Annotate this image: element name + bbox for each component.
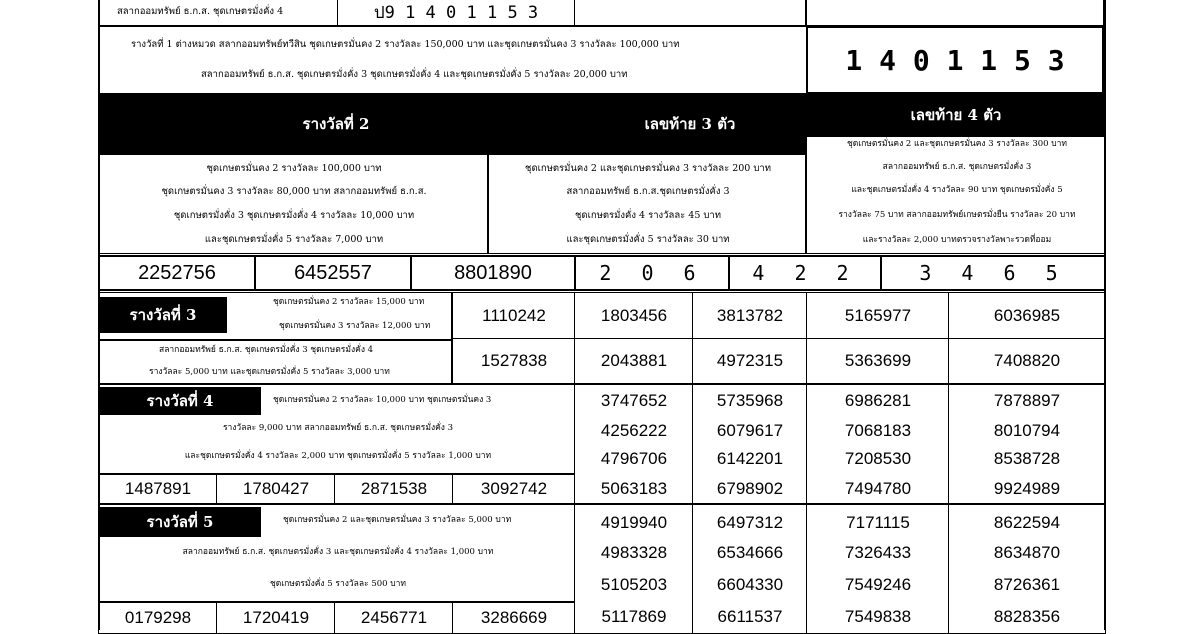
last3-number: 4 2 2 xyxy=(728,255,882,291)
prize5-number: 0179298 xyxy=(98,602,218,634)
prize3-number: 7408820 xyxy=(948,338,1106,384)
prize4-column xyxy=(692,384,808,504)
prize5-number: 6611537 xyxy=(717,607,783,626)
prize4-number: 7208530 xyxy=(844,449,912,468)
prize3-label-cell xyxy=(99,297,227,333)
prize3-note-line: ชุดเกษตรมั่นคง 2 รางวัลละ 15,000 บาท xyxy=(273,297,425,307)
prize1-big-number: 1 4 0 1 1 5 3 xyxy=(845,43,1065,77)
prize5-number: 8726361 xyxy=(993,575,1061,594)
prize1-big-number-cell xyxy=(806,26,1104,94)
prize4-note-line: และชุดเกษตรมั่งคั่ง 4 รางวัลละ 2,000 บาท ชุดเกษตรมั่งคั่ง 5 รางวัลละ 1,000 บาท xyxy=(184,451,492,461)
prize2-number: 6452557 xyxy=(254,255,412,291)
last3-desc-line: ชุดเกษตรมั่นคง 2 และชุดเกษตรมั่นคง 3 รางวัลละ 200 บาท xyxy=(525,163,771,174)
prize4-number: 1487891 xyxy=(98,474,218,504)
prize2-header xyxy=(98,94,574,154)
prize4-number: 1780427 xyxy=(216,474,336,504)
prize4-number: 4796706 xyxy=(600,449,668,468)
prize4-number: 7494780 xyxy=(844,479,912,498)
prize4-number: 3747652 xyxy=(600,391,668,410)
prize5-column xyxy=(574,504,694,634)
prize5-number: 4983328 xyxy=(600,543,668,562)
top-empty-cell xyxy=(574,0,806,26)
prize2-desc-line: และชุดเกษตรมั่งคั่ง 5 รางวัลละ 7,000 บาท xyxy=(204,234,384,245)
last3-header-label: เลขท้าย 3 ตัว xyxy=(644,115,736,133)
prize3-number: 4972315 xyxy=(692,338,808,384)
prize4-number: 8538728 xyxy=(993,449,1061,468)
prize4-note-line: ชุดเกษตรมั่นคง 2 รางวัลละ 10,000 บาท ชุดเกษตรมั่นคง 3 xyxy=(273,395,492,405)
prize5-column xyxy=(692,504,808,634)
prize4-number: 4256222 xyxy=(600,421,668,440)
prize4-number: 2871538 xyxy=(334,474,454,504)
prize4-number: 6986281 xyxy=(844,391,912,410)
prize3-number: 2043881 xyxy=(574,338,694,384)
prize2-desc-line: ชุดเกษตรมั่งคั่ง 3 ชุดเกษตรมั่งคั่ง 4 รางวัลละ 10,000 บาท xyxy=(173,210,415,221)
prize4-number: 5063183 xyxy=(600,479,668,498)
prize1-number-cell xyxy=(337,0,575,26)
prize2-header-label: รางวัลที่ 2 xyxy=(302,115,370,133)
prize1-description xyxy=(98,26,808,94)
last3-header xyxy=(574,94,806,154)
prize4-number: 3092742 xyxy=(452,474,576,504)
prize3-note-box xyxy=(98,292,452,340)
prize5-note-box xyxy=(98,504,576,602)
prize4-column xyxy=(948,384,1106,504)
prize4-number: 6798902 xyxy=(716,479,784,498)
prize4-number: 7878897 xyxy=(993,391,1061,410)
last3-desc-line: สลากออมทรัพย์ ธ.ก.ส.ชุดเกษตรมั่งคั่ง 3 xyxy=(566,186,730,197)
prize3-number: 1110242 xyxy=(452,292,576,340)
prize3-note-line: สลากออมทรัพย์ ธ.ก.ส. ชุดเกษตรมั่งคั่ง 3 ชุดเกษตรมั่งคั่ง 4 xyxy=(159,345,374,355)
last3-number: 2 0 6 xyxy=(574,255,730,291)
prize5-number: 7549246 xyxy=(844,575,912,594)
prize4-note-line: รางวัลละ 9,000 บาท สลากออมทรัพย์ ธ.ก.ส. ชุดเกษตรมั่งคั่ง 3 xyxy=(222,423,454,433)
prize5-number: 1720419 xyxy=(216,602,336,634)
prize4-column xyxy=(806,384,950,504)
frame-right-border xyxy=(1104,0,1106,630)
prize5-label: รางวัลที่ 5 xyxy=(146,513,214,531)
prize5-number: 6604330 xyxy=(716,575,784,594)
last4-desc-line: ชุดเกษตรมั่นคง 2 และชุดเกษตรมั่นคง 3 รางวัลละ 300 บาท xyxy=(846,139,1068,149)
last4-description xyxy=(806,136,1106,254)
prize5-number: 8622594 xyxy=(993,513,1061,532)
prize2-number: 8801890 xyxy=(410,255,576,291)
prize3-number: 1527838 xyxy=(452,338,576,384)
last4-header xyxy=(806,94,1106,136)
prize4-number: 5735968 xyxy=(716,391,784,410)
prize2-number: 2252756 xyxy=(98,255,256,291)
prize5-number: 7171115 xyxy=(846,513,910,532)
prize5-number: 6534666 xyxy=(716,543,784,562)
prize5-number: 5105203 xyxy=(600,575,668,594)
prize3-number: 3813782 xyxy=(692,292,808,340)
prize5-number: 6497312 xyxy=(716,513,784,532)
frame-left-border xyxy=(98,0,100,630)
prize5-note-line: ชุดเกษตรมั่นคง 2 และชุดเกษตรมั่นคง 3 รางวัลละ 5,000 บาท xyxy=(283,515,512,525)
prize3-note-line: ชุดเกษตรมั่นคง 3 รางวัลละ 12,000 บาท xyxy=(279,321,431,331)
last4-header-label: เลขท้าย 4 ตัว xyxy=(910,106,1002,124)
last3-description xyxy=(488,154,806,254)
last4-desc-line: และชุดเกษตรมั่งคั่ง 4 รางวัลละ 90 บาท ชุดเกษตรมั่งคั่ง 5 xyxy=(851,185,1063,195)
prize4-number: 7068183 xyxy=(844,421,912,440)
last4-desc-line: สลากออมทรัพย์ ธ.ก.ส. ชุดเกษตรมั่งคั่ง 3 xyxy=(882,162,1032,172)
prize5-note-line: ชุดเกษตรมั่งคั่ง 5 รางวัลละ 500 บาท xyxy=(269,579,407,589)
prize2-description xyxy=(98,154,488,254)
prize5-number: 4919940 xyxy=(600,513,668,532)
prize4-note-box xyxy=(98,384,576,474)
prize5-number: 5117869 xyxy=(601,607,667,626)
last4-number: 3 4 6 5 xyxy=(880,255,1106,291)
prize2-desc-line: ชุดเกษตรมั่นคง 2 รางวัลละ 100,000 บาท xyxy=(206,163,382,174)
top-right-cell xyxy=(806,0,1104,26)
prize4-number: 8010794 xyxy=(993,421,1061,440)
prize3-number: 6036985 xyxy=(948,292,1106,340)
last3-desc-line: และชุดเกษตรมั่งคั่ง 5 รางวัลละ 30 บาท xyxy=(566,234,730,245)
prize5-column xyxy=(948,504,1106,634)
prize2-desc-line: ชุดเกษตรมั่นคง 3 รางวัลละ 80,000 บาท สลากออมทรัพย์ ธ.ก.ส. xyxy=(161,186,427,197)
prize5-number: 8828356 xyxy=(993,607,1061,626)
prize3-note-line: รางวัลละ 5,000 บาท และชุดเกษตรมั่งคั่ง 5 รางวัลละ 3,000 บาท xyxy=(149,367,390,377)
prize4-number: 9924989 xyxy=(993,479,1061,498)
prize3-note-box2 xyxy=(98,340,452,384)
prize1-note-cell xyxy=(98,0,338,26)
prize5-number: 2456771 xyxy=(334,602,454,634)
prize4-label: รางวัลที่ 4 xyxy=(146,392,214,410)
prize5-label-cell xyxy=(99,507,261,537)
prize4-number: 6142201 xyxy=(716,449,784,468)
last4-desc-line: รางวัลละ 75 บาท สลากออมทรัพย์เกษตรมั่งยืน รางวัลละ 20 บาท xyxy=(838,210,1076,220)
prize3-number: 5363699 xyxy=(806,338,950,384)
last3-desc-line: ชุดเกษตรมั่งคั่ง 4 รางวัลละ 45 บาท xyxy=(574,210,722,221)
prize5-number: 7549838 xyxy=(844,607,912,626)
prize3-number: 5165977 xyxy=(806,292,950,340)
lottery-result-sheet xyxy=(98,0,1106,630)
prize1-note-label: สลากออมทรัพย์ ธ.ก.ส. ชุดเกษตรมั่งคั่ง 4 xyxy=(117,6,284,18)
prize5-number: 7326433 xyxy=(844,543,912,562)
prize1-desc-line1: รางวัลที่ 1 ต่างหมวด สลากออมทรัพย์ทวีสิน ชุดเกษตรมั่นคง 2 รางวัลละ 150,000 บาท และชุดเกษตรมั่นคง 3 รางวัลละ 100,000 บาท xyxy=(131,39,680,50)
prize5-number: 8634870 xyxy=(993,543,1061,562)
prize5-column xyxy=(806,504,950,634)
prize5-note-line: สลากออมทรัพย์ ธ.ก.ส. ชุดเกษตรมั่งคั่ง 3 และชุดเกษตรมั่งคั่ง 4 รางวัลละ 1,000 บาท xyxy=(182,547,494,557)
prize1-desc-line2: สลากออมทรัพย์ ธ.ก.ส. ชุดเกษตรมั่งคั่ง 3 ชุดเกษตรมั่งคั่ง 4 และชุดเกษตรมั่งคั่ง 5 รางวัลละ 20,000 บาท xyxy=(201,69,628,80)
prize3-number: 1803456 xyxy=(574,292,694,340)
prize4-label-cell xyxy=(99,387,261,415)
prize3-label: รางวัลที่ 3 xyxy=(129,306,197,324)
prize5-number: 3286669 xyxy=(452,602,576,634)
prize1-number-label: ป9 1 4 0 1 1 5 3 xyxy=(373,2,539,23)
last4-desc-line: และรางวัลละ 2,000 บาทตรวจรางวัลพาะรวดที่ออม xyxy=(862,235,1052,245)
prize4-number: 6079617 xyxy=(716,421,784,440)
prize4-column xyxy=(574,384,694,504)
